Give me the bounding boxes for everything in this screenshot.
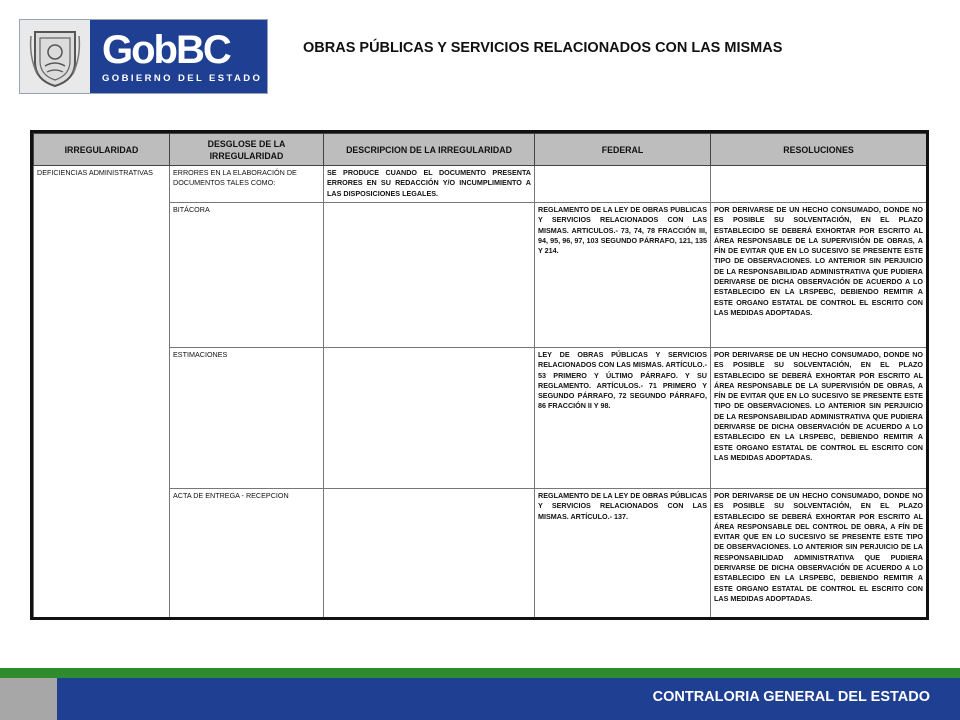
footer-gray-block <box>0 678 57 720</box>
page-title: OBRAS PÚBLICAS Y SERVICIOS RELACIONADOS CON LAS MISMAS <box>303 40 783 56</box>
column-header-irregularidad: IRREGULARIDAD <box>34 134 170 166</box>
column-header-resoluciones: RESOLUCIONES <box>711 134 927 166</box>
desglose-cell: BITÁCORA <box>170 203 324 348</box>
column-header-desglose: DESGLOSE DE LA IRREGULARIDAD <box>170 134 324 166</box>
resolucion-cell: POR DERIVARSE DE UN HECHO CONSUMADO, DONDE NO ES POSIBLE SU SOLVENTACIÓN, EN EL PLAZO ESTABLECIDO SE DEBERÁ EXHORTAR POR ESCRITO AL ÁREA RESPONSABLE DE LA SUPERVISIÓN DE OBRAS, A FÍN DE EVITAR QUE EN LO SUCESIVO SE PRESENTE ESTE TIPO DE OBSERVACIONES. LO ANTERIOR SIN PERJUICIO DE LA RESPONSABILIDAD ADMINISTRATIVA QUE PUDIERA DERIVARSE DE DICHA OBSERVACIÓN DE ACUERDO A LO ESTABLECIDO EN LA LRSPEBC, DEBIENDO REMITIR A ESTE ORGANO ESTATAL DE CONTROL EL ESCRITO CON LAS MEDIDAS ADOPTADAS. <box>711 203 927 348</box>
brand-subtitle: GOBIERNO DEL ESTADO <box>102 72 263 84</box>
brand-wordmark <box>90 20 267 93</box>
column-header-descripcion: DESCRIPCION DE LA IRREGULARIDAD <box>324 134 535 166</box>
descripcion-cell <box>324 203 535 348</box>
descripcion-cell: SE PRODUCE CUANDO EL DOCUMENTO PRESENTA ERRORES EN SU REDACCIÓN Y/O INCUMPLIMIENTO A LAS DISPOSICIONES LEGALES. <box>324 166 535 203</box>
desglose-cell: ERRORES EN LA ELABORACIÓN DE DOCUMENTOS TALES COMO: <box>170 166 324 203</box>
column-header-federal: FEDERAL <box>535 134 711 166</box>
resolucion-cell: POR DERIVARSE DE UN HECHO CONSUMADO, DONDE NO ES POSIBLE SU SOLVENTACIÓN, EN EL PLAZO ESTABLECIDO SE DEBERÁ EXHORTAR POR ESCRITO AL ÁREA RESPONSABLE DE LA SUPERVISIÓN DE OBRAS, A FÍN DE EVITAR QUE EN LO SUCESIVO SE PRESENTE ESTE TIPO DE OBSERVACIONES. LO ANTERIOR SIN PERJUICIO DE LA RESPONSABILIDAD ADMINISTRATIVA QUE PUDIERA DERIVARSE DE DICHA OBSERVACIÓN DE ACUERDO A LO ESTABLECIDO EN LA LRSPEBC, DEBIENDO REMITIR A ESTE ORGANO ESTATAL DE CONTROL EL ESCRITO CON LAS MEDIDAS ADOPTADAS. <box>711 348 927 489</box>
gobbc-logo <box>19 19 268 94</box>
federal-cell: LEY DE OBRAS PÚBLICAS Y SERVICIOS RELACIONADOS CON LAS MISMAS. ARTÍCULO.- 53 PRIMERO Y ÚLTIMO PÁRRAFO. Y SU REGLAMENTO. ARTÍCULOS.- 71 PRIMERO Y SEGUNDO PÁRRAFO, 72 SEGUNDO PÁRRAFO, 86 FRACCIÓN II Y 98. <box>535 348 711 489</box>
descripcion-cell <box>324 348 535 489</box>
irregularidad-cell: DEFICIENCIAS ADMINISTRATIVAS <box>34 166 170 621</box>
federal-cell <box>535 166 711 203</box>
footer-green-stripe <box>0 668 960 678</box>
table-row <box>34 166 927 203</box>
desglose-cell: ACTA DE ENTREGA - RECEPCION <box>170 489 324 621</box>
resolucion-cell <box>711 166 927 203</box>
descripcion-cell <box>324 489 535 621</box>
desglose-cell: ESTIMACIONES <box>170 348 324 489</box>
footer-title: CONTRALORIA GENERAL DEL ESTADO <box>652 689 930 705</box>
irregularities-table <box>33 133 927 620</box>
federal-cell: REGLAMENTO DE LA LEY DE OBRAS PUBLICAS Y SERVICIOS RELACIONADOS CON LAS MISMAS. ARTICULOS.- 73, 74, 78 FRACCIÓN III, 94, 95, 96, 97, 103 SEGUNDO PÁRRAFO, 121, 135 Y 214. <box>535 203 711 348</box>
brand-name: GobBC <box>102 27 230 72</box>
irregularities-table-frame <box>30 130 929 620</box>
resolucion-cell: POR DERIVARSE DE UN HECHO CONSUMADO, DONDE NO ES POSIBLE SU SOLVENTACIÓN, EN EL PLAZO ESTABLECIDO SE DEBERÁ EXHORTAR POR ESCRITO AL ÁREA RESPONSABLE DEL CONTROL DE OBRA, A FÍN DE EVITAR QUE EN LO SUCESIVO SE PRESENTE ESTE TIPO DE OBSERVACIONES. LO ANTERIOR SIN PERJUICIO DE LA RESPONSABILIDAD ADMINISTRATIVA QUE PUDIERA DERIVARSE DE DICHA OBSERVACIÓN DE ACUERDO A LO ESTABLECIDO EN LA LRSPEBC, DEBIENDO REMITIR A ESTE ORGANO ESTATAL DE CONTROL EL ESCRITO CON LAS MEDIDAS ADOPTADAS. <box>711 489 927 621</box>
federal-cell: REGLAMENTO DE LA LEY DE OBRAS PÚBLICAS Y SERVICIOS RELACIONADOS CON LAS MISMAS. ARTÍCULO.- 137. <box>535 489 711 621</box>
table-header-row <box>34 134 927 166</box>
state-seal-icon <box>20 20 90 93</box>
